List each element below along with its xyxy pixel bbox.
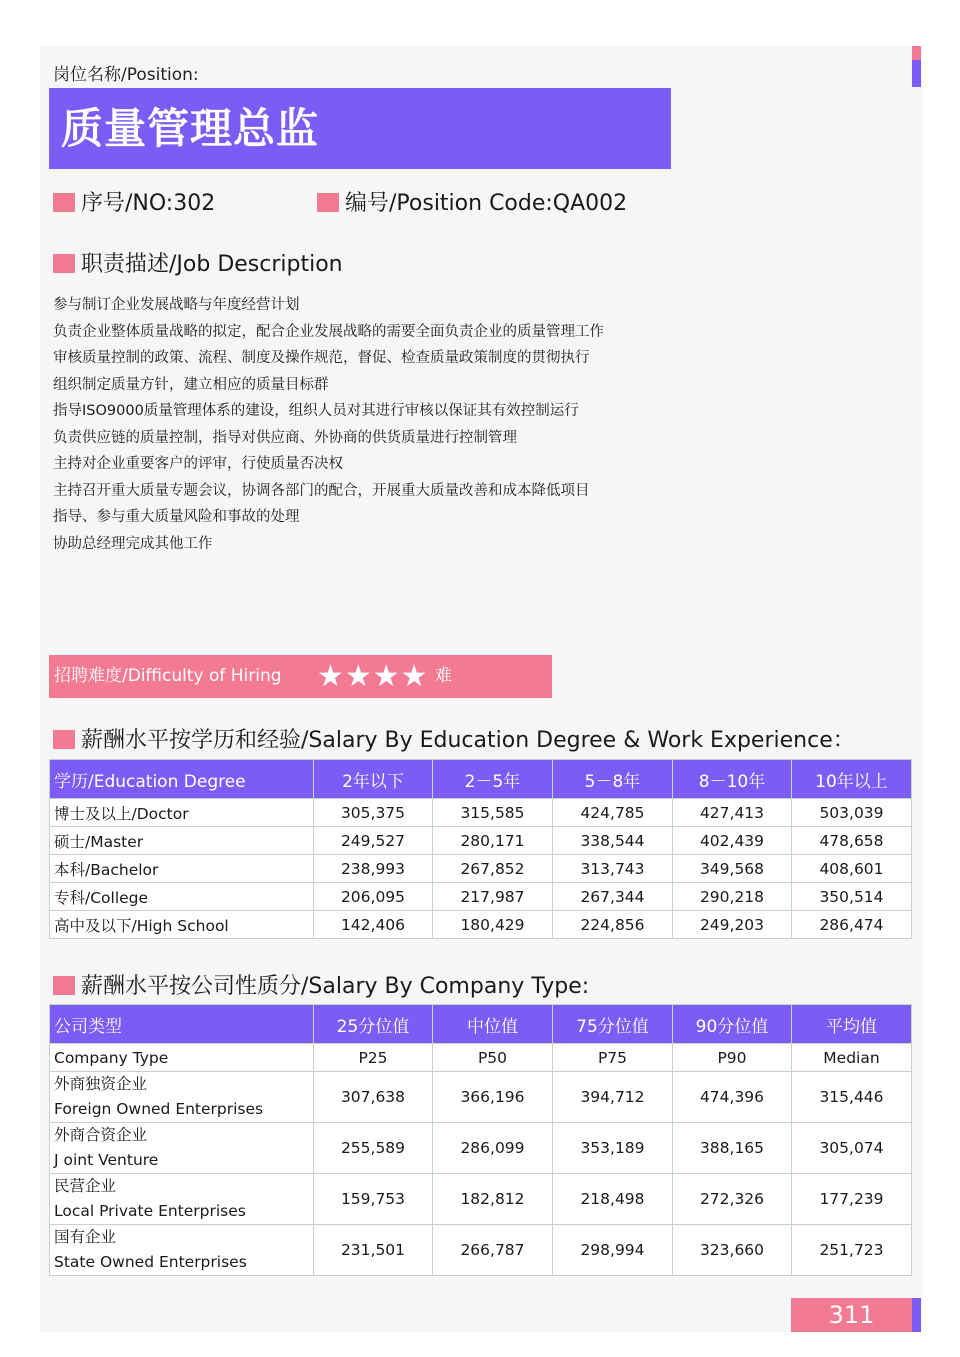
subheader-cell: Median	[792, 1044, 912, 1072]
table-cell: 350,514	[792, 883, 912, 911]
row-label-cn: 国有企业	[54, 1228, 117, 1246]
table-row	[50, 911, 912, 939]
page-number-accent-purple	[912, 1298, 921, 1332]
table-row	[50, 1123, 912, 1174]
table-cell: 298,994	[553, 1225, 673, 1276]
salary-education-heading-text: 薪酬水平按学历和经验/Salary By Education Degree & Work Experience：	[81, 728, 855, 753]
table-cell: 251,723	[792, 1225, 912, 1276]
duty-item: 参与制订企业发展战略与年度经营计划	[53, 297, 300, 313]
bullet-square-icon	[317, 193, 339, 212]
table-cell: 315,585	[433, 799, 553, 827]
table-cell: 315,446	[792, 1072, 912, 1123]
table-cell: 180,429	[433, 911, 553, 939]
subheader-cell: Company Type	[50, 1044, 314, 1072]
column-header: 平均值	[792, 1005, 912, 1044]
salary-company-heading	[53, 969, 589, 1000]
duty-item: 指导ISO9000质量管理体系的建设，组织人员对其进行审核以保证其有效控制运行	[53, 403, 579, 419]
row-label: 博士及以上/Doctor	[50, 799, 314, 827]
table-cell: 305,375	[314, 799, 433, 827]
table-row	[50, 799, 912, 827]
duty-item: 负责企业整体质量战略的拟定，配合企业发展战略的需要全面负责企业的质量管理工作	[53, 323, 604, 340]
hiring-difficulty-label: 招聘难度/Difficulty of Hiring	[54, 666, 282, 686]
table-row	[50, 855, 912, 883]
table-cell: 182,812	[433, 1174, 553, 1225]
table-cell: 353,189	[553, 1123, 673, 1174]
row-label: 本科/Bachelor	[50, 855, 314, 883]
table-cell: 255,589	[314, 1123, 433, 1174]
page-number: 311	[791, 1298, 912, 1332]
table-cell: 307,638	[314, 1072, 433, 1123]
table-cell: 272,326	[673, 1174, 792, 1225]
job-description-heading-text: 职责描述/Job Description	[81, 252, 343, 277]
table-cell: 424,785	[553, 799, 673, 827]
duty-list	[53, 292, 604, 557]
table-cell: 286,474	[792, 911, 912, 939]
table-cell: 224,856	[553, 911, 673, 939]
position-code-text: 编号/Position Code:QA002	[345, 191, 628, 216]
duty-item: 负责供应链的质量控制，指导对供应商、外协商的供货质量进行控制管理	[53, 429, 517, 446]
row-label-en: Foreign Owned Enterprises	[54, 1100, 264, 1118]
column-header: 公司类型	[50, 1005, 314, 1044]
table-cell: 280,171	[433, 827, 553, 855]
subheader-cell: P75	[553, 1044, 673, 1072]
salary-education-heading	[53, 723, 855, 754]
bullet-square-icon	[53, 976, 75, 995]
table-cell: 249,203	[673, 911, 792, 939]
table-cell: 159,753	[314, 1174, 433, 1225]
row-label	[50, 1072, 314, 1123]
table-cell: 217,987	[433, 883, 553, 911]
table-subheader-row	[50, 1044, 912, 1072]
table-header-row	[50, 760, 912, 799]
table-cell: 249,527	[314, 827, 433, 855]
duty-item: 指导、参与重大质量风险和事故的处理	[53, 509, 300, 525]
salary-education-table	[49, 759, 912, 939]
hiring-difficulty-bar	[49, 655, 552, 698]
bullet-square-icon	[53, 193, 75, 212]
row-label: 专科/College	[50, 883, 314, 911]
table-cell: 366,196	[433, 1072, 553, 1123]
serial-number	[53, 186, 215, 217]
table-cell: 206,095	[314, 883, 433, 911]
bullet-square-icon	[53, 730, 75, 749]
difficulty-level: 难	[435, 666, 452, 686]
row-label-cn: 外商合资企业	[54, 1126, 148, 1144]
column-header: 10年以上	[792, 760, 912, 799]
table-cell: 338,544	[553, 827, 673, 855]
column-header: 学历/Education Degree	[50, 760, 314, 799]
row-label: 硕士/Master	[50, 827, 314, 855]
table-row	[50, 883, 912, 911]
table-cell: 218,498	[553, 1174, 673, 1225]
column-header: 25分位值	[314, 1005, 433, 1044]
salary-company-table	[49, 1004, 912, 1276]
table-cell: 290,218	[673, 883, 792, 911]
table-cell: 427,413	[673, 799, 792, 827]
table-cell: 286,099	[433, 1123, 553, 1174]
row-label	[50, 1174, 314, 1225]
position-code	[317, 186, 627, 217]
column-header: 5－8年	[553, 760, 673, 799]
row-label-en: J oint Venture	[54, 1151, 159, 1169]
row-label-en: State Owned Enterprises	[54, 1253, 247, 1271]
position-label: 岗位名称/Position:	[53, 65, 199, 85]
table-cell: 231,501	[314, 1225, 433, 1276]
corner-accent-purple	[912, 60, 921, 87]
table-cell: 266,787	[433, 1225, 553, 1276]
column-header: 2－5年	[433, 760, 553, 799]
row-label-en: Local Private Enterprises	[54, 1202, 246, 1220]
table-row	[50, 1174, 912, 1225]
row-label: 高中及以下/High School	[50, 911, 314, 939]
subheader-cell: P90	[673, 1044, 792, 1072]
duty-item: 组织制定质量方针，建立相应的质量目标群	[53, 376, 329, 393]
table-cell: 305,074	[792, 1123, 912, 1174]
table-cell: 142,406	[314, 911, 433, 939]
table-cell: 267,852	[433, 855, 553, 883]
column-header: 2年以下	[314, 760, 433, 799]
table-row	[50, 827, 912, 855]
table-cell: 394,712	[553, 1072, 673, 1123]
salary-company-heading-text: 薪酬水平按公司性质分/Salary By Company Type:	[81, 974, 590, 999]
table-row	[50, 1225, 912, 1276]
table-cell: 177,239	[792, 1174, 912, 1225]
table-cell: 503,039	[792, 799, 912, 827]
column-header: 75分位值	[553, 1005, 673, 1044]
column-header: 8－10年	[673, 760, 792, 799]
column-header: 90分位值	[673, 1005, 792, 1044]
table-cell: 267,344	[553, 883, 673, 911]
row-label	[50, 1225, 314, 1276]
job-description-heading	[53, 247, 343, 278]
serial-number-text: 序号/NO:302	[81, 191, 216, 216]
row-label-cn: 外商独资企业	[54, 1075, 148, 1093]
table-cell: 388,165	[673, 1123, 792, 1174]
duty-item: 审核质量控制的政策、流程、制度及操作规范，督促、检查质量政策制度的贯彻执行	[53, 350, 590, 366]
duty-item: 主持召开重大质量专题会议，协调各部门的配合，开展重大质量改善和成本降低项目	[53, 482, 590, 499]
table-cell: 238,993	[314, 855, 433, 883]
table-cell: 349,568	[673, 855, 792, 883]
table-cell: 478,658	[792, 827, 912, 855]
column-header: 中位值	[433, 1005, 553, 1044]
row-label-cn: 民营企业	[54, 1177, 117, 1195]
table-cell: 313,743	[553, 855, 673, 883]
table-cell: 474,396	[673, 1072, 792, 1123]
table-cell: 408,601	[792, 855, 912, 883]
subheader-cell: P25	[314, 1044, 433, 1072]
bullet-square-icon	[53, 254, 75, 273]
table-cell: 402,439	[673, 827, 792, 855]
row-label	[50, 1123, 314, 1174]
duty-item: 主持对企业重要客户的评审，行使质量否决权	[53, 456, 343, 472]
corner-accent-pink	[912, 46, 921, 60]
subheader-cell: P50	[433, 1044, 553, 1072]
duty-item: 协助总经理完成其他工作	[53, 535, 213, 552]
position-title: 质量管理总监	[49, 88, 671, 169]
table-cell: 323,660	[673, 1225, 792, 1276]
table-header-row	[50, 1005, 912, 1044]
star-rating-icon: ★★★★	[317, 659, 429, 694]
table-row	[50, 1072, 912, 1123]
